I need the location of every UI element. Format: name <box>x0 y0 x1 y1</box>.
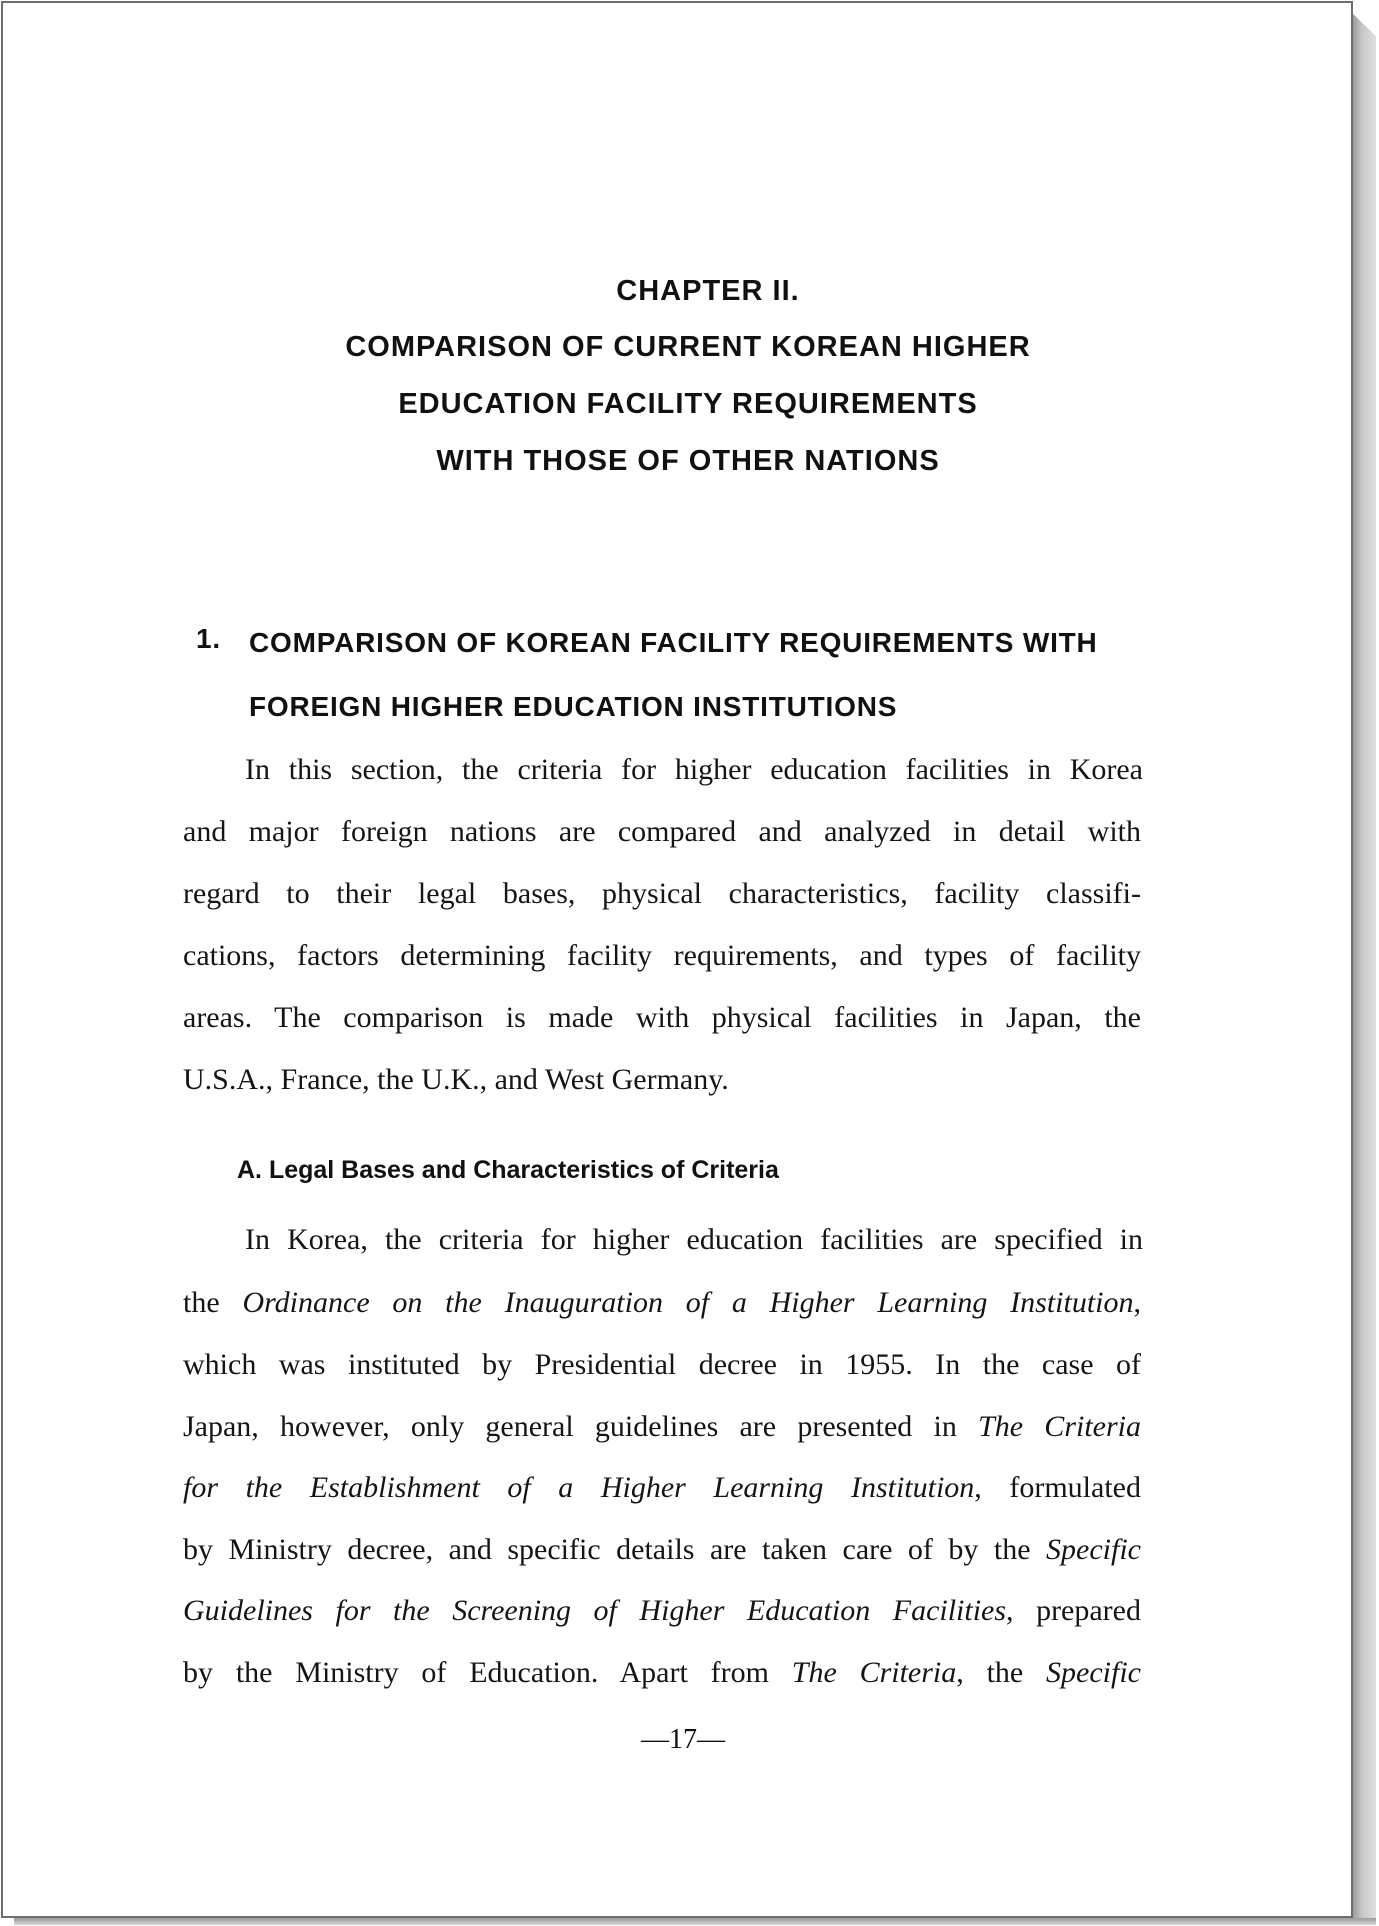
chapter-title-line: COMPARISON OF CURRENT KOREAN HIGHER <box>345 331 1031 363</box>
paragraph-line <box>183 1288 1141 1318</box>
page-number: —17— <box>641 1724 725 1755</box>
subsection-heading: A. Legal Bases and Characteristics of Criteria <box>237 1156 779 1184</box>
document-title-italic: Ordinance on the Inauguration of a Higher Learning Institution <box>242 1286 1134 1319</box>
document-title-italic: for the Establishment of a Higher Learning Institution <box>183 1471 975 1504</box>
paragraph-line: In this section, the criteria for higher education facilities in Korea <box>245 753 1143 786</box>
paragraph-line <box>183 1596 1141 1626</box>
section-title-line: FOREIGN HIGHER EDUCATION INSTITUTIONS <box>249 691 898 722</box>
paragraph-line <box>183 1412 1141 1442</box>
paragraph-line: U.S.A., France, the U.K., and West Germany. <box>183 1063 729 1096</box>
paragraph-line: and major foreign nations are compared and analyzed in detail with <box>183 815 1141 848</box>
document-page <box>1 1 1353 1918</box>
paragraph-line <box>183 1473 1141 1503</box>
chapter-label: CHAPTER II. <box>616 275 800 307</box>
paragraph-line: cations, factors determining facility requirements, and types of facility <box>183 939 1141 972</box>
document-title-italic: Guidelines for the Screening of Higher Education Facilities <box>183 1594 1007 1627</box>
document-title-italic: Specific <box>1046 1656 1141 1689</box>
paragraph-line: regard to their legal bases, physical characteristics, facility classifi- <box>183 877 1141 910</box>
page-edge-shadow-right <box>1353 14 1376 1918</box>
chapter-title-line: WITH THOSE OF OTHER NATIONS <box>436 445 940 477</box>
section-number: 1. <box>196 623 221 654</box>
text-run: , <box>1133 1286 1141 1319</box>
paragraph-line: which was instituted by Presidential decree in 1955. In the case of <box>183 1348 1141 1381</box>
text-run: Japan, however, only general guidelines are presented in <box>183 1410 979 1443</box>
text-run: the <box>183 1286 243 1319</box>
text-run: by the Ministry of Education. Apart from <box>183 1656 792 1689</box>
paragraph-line <box>183 1535 1141 1565</box>
text-run: , the <box>956 1656 1047 1689</box>
page-edge-shadow-bottom <box>14 1918 1376 1925</box>
section-title-line: COMPARISON OF KOREAN FACILITY REQUIREMENTS WITH <box>249 627 1098 658</box>
text-run: by Ministry decree, and specific details are taken care of by the <box>183 1533 1047 1566</box>
text-run: , formulated <box>974 1471 1141 1504</box>
text-run: , prepared <box>1006 1594 1141 1627</box>
paragraph-line: areas. The comparison is made with physical facilities in Japan, the <box>183 1001 1141 1034</box>
document-title-italic: Specific <box>1046 1533 1141 1566</box>
chapter-title-line: EDUCATION FACILITY REQUIREMENTS <box>398 388 978 420</box>
paragraph-line <box>183 1658 1141 1688</box>
paragraph-line: In Korea, the criteria for higher education facilities are specified in <box>245 1223 1143 1256</box>
document-title-italic: The Criteria <box>791 1656 957 1689</box>
document-title-italic: The Criteria <box>978 1410 1141 1443</box>
